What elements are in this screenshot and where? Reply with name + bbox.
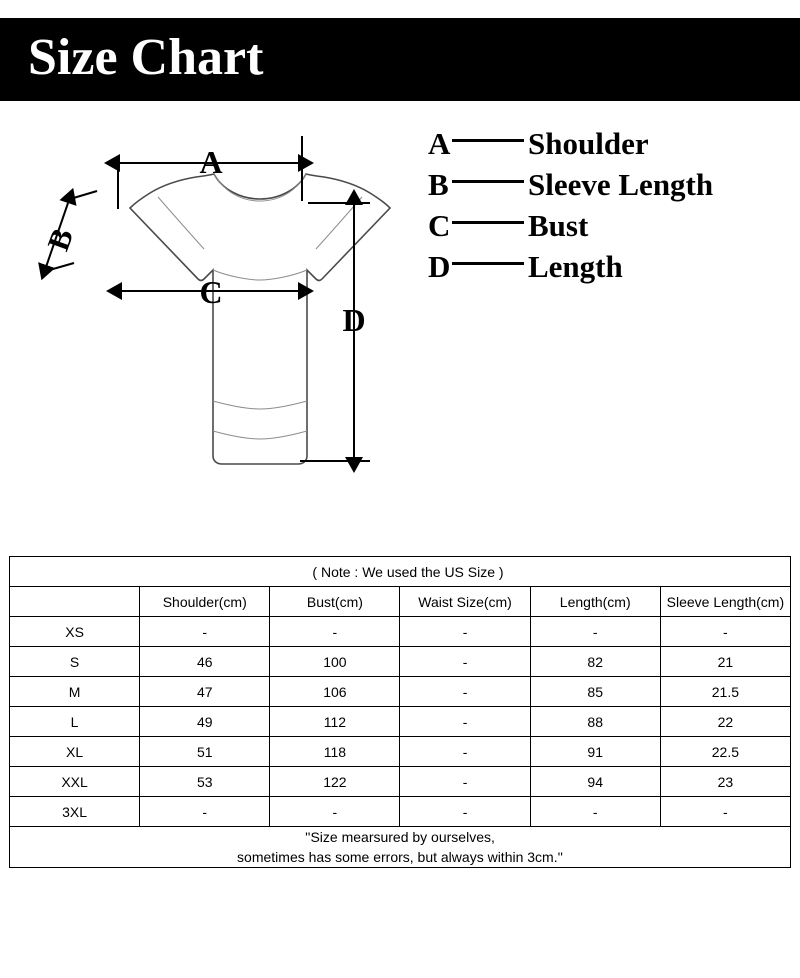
cell-bust: 106 — [270, 677, 400, 707]
cell-length: 82 — [530, 647, 660, 677]
table-row — [10, 677, 791, 707]
cell-length: 88 — [530, 707, 660, 737]
marker-a-label: A — [199, 144, 223, 180]
cell-bust: 118 — [270, 737, 400, 767]
cell-length: - — [530, 797, 660, 827]
cell-size: 3XL — [10, 797, 140, 827]
legend-key: C — [428, 208, 451, 243]
cell-sleeve-length: 22 — [660, 707, 790, 737]
legend-label: Length — [528, 249, 623, 284]
cell-waist: - — [400, 737, 530, 767]
table-row — [10, 707, 791, 737]
cell-waist: - — [400, 617, 530, 647]
cell-shoulder: 49 — [140, 707, 270, 737]
legend-item-c — [428, 205, 788, 246]
cell-shoulder: 46 — [140, 647, 270, 677]
cell-bust: - — [270, 617, 400, 647]
cell-length: 91 — [530, 737, 660, 767]
cell-length: - — [530, 617, 660, 647]
legend-label: Bust — [528, 208, 589, 243]
marker-b-label: B — [40, 223, 81, 256]
cell-size: XS — [10, 617, 140, 647]
cell-sleeve-length: - — [660, 797, 790, 827]
cell-sleeve-length: - — [660, 617, 790, 647]
table-row — [10, 767, 791, 797]
cell-waist: - — [400, 797, 530, 827]
table-header-row — [10, 587, 791, 617]
cell-sleeve-length: 22.5 — [660, 737, 790, 767]
note-cell: ( Note : We used the US Size ) — [10, 557, 791, 587]
legend-label: Sleeve Length — [528, 167, 714, 202]
table-row — [10, 617, 791, 647]
column-header-length: Length(cm) — [530, 587, 660, 617]
cell-length: 94 — [530, 767, 660, 797]
cell-sleeve-length: 21.5 — [660, 677, 790, 707]
legend-item-a — [428, 123, 788, 164]
legend-dash-icon — [452, 180, 524, 183]
legend-dash-icon — [452, 221, 524, 224]
column-header-sleeve-length: Sleeve Length(cm) — [660, 587, 790, 617]
cell-size: XL — [10, 737, 140, 767]
legend-item-d — [428, 246, 788, 287]
cell-sleeve-length: 23 — [660, 767, 790, 797]
cell-size: S — [10, 647, 140, 677]
legend-dash-icon — [452, 262, 524, 265]
page-title: Size Chart — [28, 29, 264, 86]
table-footer-row — [10, 827, 791, 868]
size-table — [9, 556, 791, 868]
cell-sleeve-length: 21 — [660, 647, 790, 677]
column-header-waist: Waist Size(cm) — [400, 587, 530, 617]
legend-key: B — [428, 167, 449, 202]
cell-bust: - — [270, 797, 400, 827]
table-row — [10, 797, 791, 827]
legend-item-b — [428, 164, 788, 205]
cell-waist: - — [400, 677, 530, 707]
cell-shoulder: 51 — [140, 737, 270, 767]
table-row — [10, 647, 791, 677]
cell-length: 85 — [530, 677, 660, 707]
legend-dash-icon — [452, 139, 524, 142]
marker-c-label: C — [199, 274, 223, 310]
table-row — [10, 737, 791, 767]
cell-size: XXL — [10, 767, 140, 797]
column-header-size — [10, 587, 140, 617]
legend-label: Shoulder — [528, 126, 649, 161]
cell-size: M — [10, 677, 140, 707]
cell-waist: - — [400, 767, 530, 797]
legend — [428, 123, 788, 287]
cell-bust: 122 — [270, 767, 400, 797]
cell-waist: - — [400, 707, 530, 737]
table-note-row — [10, 557, 791, 587]
marker-d-label: D — [342, 302, 366, 338]
legend-key: A — [428, 126, 451, 161]
cell-shoulder: 47 — [140, 677, 270, 707]
column-header-shoulder: Shoulder(cm) — [140, 587, 270, 617]
footer-note — [10, 827, 791, 868]
footer-note-line2: sometimes has some errors, but always within 3cm.'' — [237, 849, 563, 865]
column-header-bust: Bust(cm) — [270, 587, 400, 617]
legend-key: D — [428, 249, 451, 284]
footer-note-line1: ''Size mearsured by ourselves, — [305, 829, 495, 845]
cell-waist: - — [400, 647, 530, 677]
cell-size: L — [10, 707, 140, 737]
cell-shoulder: - — [140, 797, 270, 827]
cell-bust: 100 — [270, 647, 400, 677]
cell-bust: 112 — [270, 707, 400, 737]
cell-shoulder: - — [140, 617, 270, 647]
cell-shoulder: 53 — [140, 767, 270, 797]
